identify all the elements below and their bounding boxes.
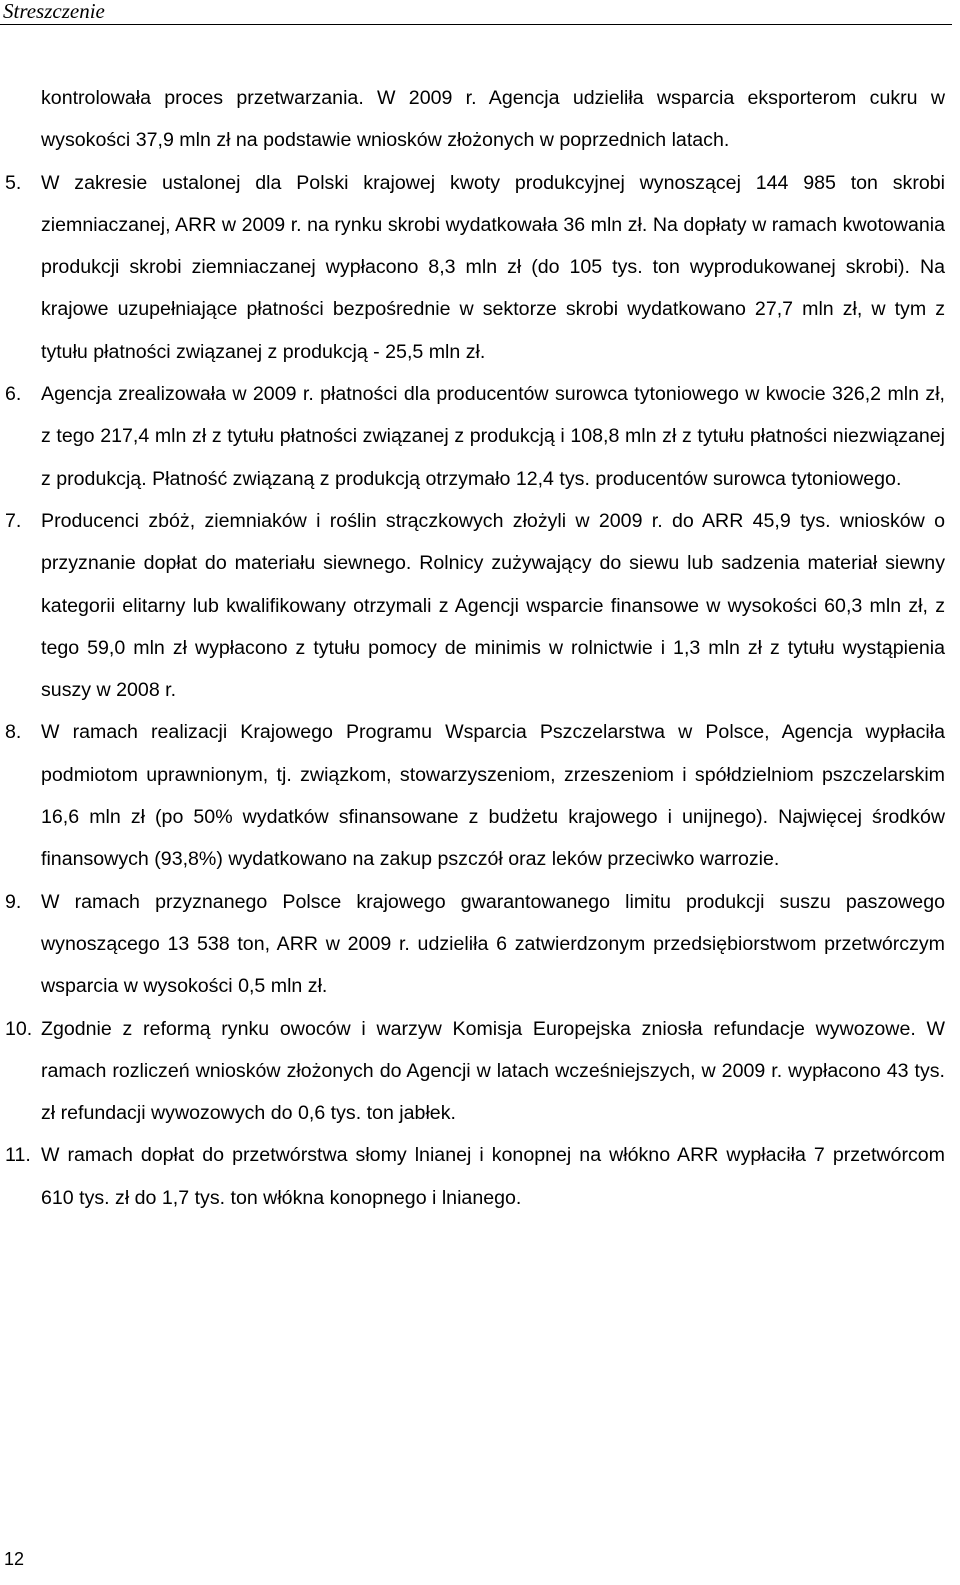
item-number: 11. xyxy=(5,1144,31,1167)
document-body xyxy=(5,77,945,1219)
list-item xyxy=(5,1008,945,1135)
list-item xyxy=(5,1134,945,1219)
item-number: 9. xyxy=(5,890,22,913)
intro-paragraph: kontrolowała proces przetwarzania. W 2009 r. Agencja udzieliła wsparcia eksporterom cukru w wysokości 37,9 mln zł na podstawie wniosków złożonych w poprzednich latach. xyxy=(41,87,945,152)
item-number: 5. xyxy=(5,171,22,194)
item-text: W zakresie ustalonej dla Polski krajowej kwoty produkcyjnej wynoszącej 144 985 ton skrobi ziemniaczanej, ARR w 2009 r. na rynku skrobi wydatkowała 36 mln zł. Na dopłaty w ramach kwotowania produkcji skrobi ziemniaczanej wypłacono 8,3 mln zł (do 105 tys. ton wyprodukowanej skrobi). Na krajowe uzupełniające płatności bezpośrednie w sektorze skrobi wydatkowano 27,7 mln zł, w tym z tytułu płatności związanej z produkcją - 25,5 mln zł. xyxy=(41,171,945,363)
item-text: Agencja zrealizowała w 2009 r. płatności dla producentów surowca tytoniowego w kwocie 326,2 mln zł, z tego 217,4 mln zł z tytułu płatności związanej z produkcją i 108,8 mln zł z tytułu płatności niezwiązanej z produkcją. Płatność związaną z produkcją otrzymało 12,4 tys. producentów surowca tytoniowego. xyxy=(41,383,945,490)
list-item xyxy=(5,162,945,373)
header-title: Streszczenie xyxy=(3,0,105,23)
list-item xyxy=(5,373,945,500)
page-number: 12 xyxy=(4,1549,25,1569)
item-text: W ramach realizacji Krajowego Programu Wsparcia Pszczelarstwa w Polsce, Agencja wypłaciła podmiotom uprawnionym, tj. związkom, stowarzyszeniom, zrzeszeniom i spółdzielniom pszczelarskim 16,6 mln zł (po 50% wydatków sfinansowane z budżetu krajowego i unijnego). Najwięcej środków finansowych (93,8%) wydatkowano na zakup pszczół oraz leków przeciwko warrozie. xyxy=(41,721,945,871)
item-number: 6. xyxy=(5,383,22,406)
item-number: 8. xyxy=(5,721,22,744)
list-item xyxy=(5,711,945,880)
item-text: Producenci zbóż, ziemniaków i roślin strączkowych złożyli w 2009 r. do ARR 45,9 tys. wniosków o przyznanie dopłat do materiału siewnego. Rolnicy zużywający do siewu lub sadzenia materiał siewny kategorii elitarny lub kwalifikowany otrzymali z Agencji wsparcie finansowe w wysokości 60,3 mln zł, z tego 59,0 mln zł wypłacono z tytułu pomocy de minimis w rolnictwie i 1,3 mln zł z tytułu wystąpienia suszy w 2008 r. xyxy=(41,509,945,702)
item-text: W ramach dopłat do przetwórstwa słomy lnianej i konopnej na włókno ARR wypłaciła 7 przetwórcom 610 tys. zł do 1,7 tys. ton włókna konopnego i lnianego. xyxy=(41,1144,945,1209)
running-header xyxy=(0,0,952,25)
item-number: 7. xyxy=(5,509,22,532)
item-text: W ramach przyznanego Polsce krajowego gwarantowanego limitu produkcji suszu paszowego wynoszącego 13 538 ton, ARR w 2009 r. udzieliła 6 zatwierdzonym przedsiębiorstwom przetwórczym wsparcia w wysokości 0,5 mln zł. xyxy=(41,890,945,998)
list-item xyxy=(5,500,945,711)
item-text: Zgodnie z reformą rynku owoców i warzyw Komisja Europejska zniosła refundacje wywozowe. W ramach rozliczeń wniosków złożonych do Agencji w latach wcześniejszych, w 2009 r. wypłacono 43 tys. zł refundacji wywozowych do 0,6 tys. ton jabłek. xyxy=(41,1017,945,1125)
item-number: 10. xyxy=(5,1017,33,1040)
list-item xyxy=(5,881,945,1008)
